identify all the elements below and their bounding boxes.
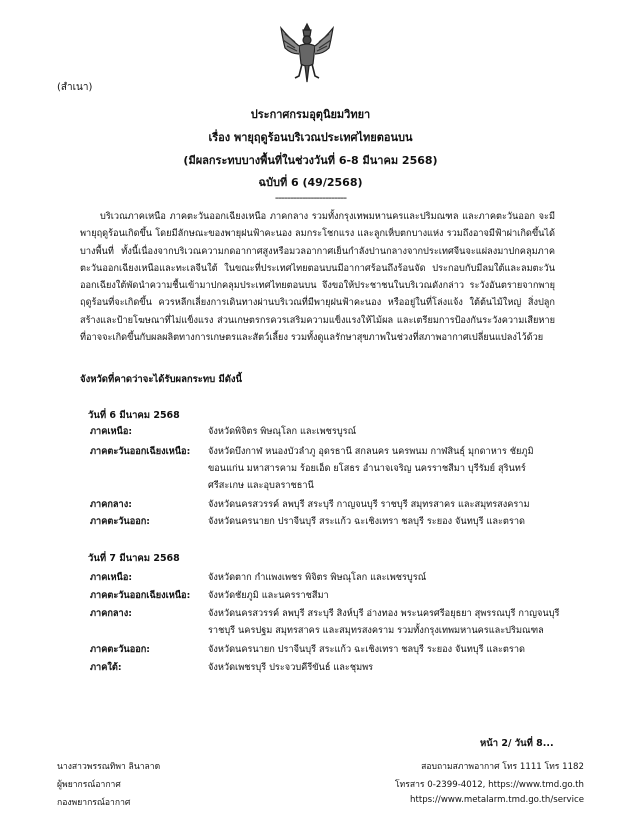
region-provinces: จังหวัดนครนายก ปราจีนบุรี สระแก้ว ฉะเชิงเทรา ชลบุรี ระยอง จันทบุรี และตราด <box>208 644 525 655</box>
region-provinces: จังหวัดเพชรบุรี ประจวบคีรีขันธ์ และชุมพร <box>208 662 374 673</box>
region-label: ภาคเหนือ: <box>90 572 133 583</box>
header-subject: เรื่อง พายุฤดูร้อนบริเวณประเทศไทยตอนบน <box>208 131 413 144</box>
region-provinces: จังหวัดนครนายก ปราจีนบุรี สระแก้ว ฉะเชิงเทรา ชลบุรี ระยอง จันทบุรี และตราด <box>208 516 525 527</box>
next-page-note: หน้า 2/ วันที่ 8... <box>480 738 554 749</box>
header-divider: ------------------------ <box>274 191 347 204</box>
day-date: วันที่ 7 มีนาคม 2568 <box>88 553 180 564</box>
contact-service-link[interactable]: https://www.metalarm.tmd.go.th/service <box>410 795 584 805</box>
signature-name: นางสาวพรรณทิพา ลินาลาด <box>57 762 161 772</box>
region-provinces: จังหวัดตาก กำแพงเพชร พิจิตร พิษณุโลก และเพชรบูรณ์ <box>208 572 427 583</box>
region-provinces: จังหวัดบึงกาฬ หนองบัวลำภู อุดรธานี สกลนคร นครพนม กาฬสินธุ์ มุกดาหาร ชัยภูมิ ขอนแก่น มหาสารคาม ร้อยเอ็ด ยโสธร อำนาจเจริญ นครราชสีมา บุรีรัมย์ สุรินทร์ ศรีสะเกษ และอุบลราชธานี <box>208 446 534 491</box>
region-label: ภาคเหนือ: <box>90 426 133 437</box>
region-label: ภาคตะวันออกเฉียงเหนือ: <box>90 446 191 457</box>
region-label: ภาคตะวันออกเฉียงเหนือ: <box>90 590 191 601</box>
contact-phone: สอบถามสภาพอากาศ โทร 1111 โทร 1182 <box>421 762 584 772</box>
region-provinces: จังหวัดชัยภูมิ และนครราชสีมา <box>208 590 329 601</box>
region-label: ภาคกลาง: <box>90 499 132 510</box>
day-date: วันที่ 6 มีนาคม 2568 <box>88 410 180 421</box>
signature-division: กองพยากรณ์อากาศ <box>57 798 131 808</box>
contact-fax-website[interactable]: โทรสาร 0-2399-4012, https://www.tmd.go.th <box>394 780 584 790</box>
region-provinces: จังหวัดพิจิตร พิษณุโลก และเพชรบูรณ์ <box>208 426 357 437</box>
header-title: ประกาศกรมอุตุนิยมวิทยา <box>250 108 371 121</box>
region-label: ภาคกลาง: <box>90 608 132 619</box>
region-label: ภาคใต้: <box>90 662 122 673</box>
garuda-emblem-icon <box>275 20 339 84</box>
region-provinces: จังหวัดนครสวรรค์ ลพบุรี สระบุรี กาญจนบุรี ราชบุรี สมุทรสาคร และสมุทรสงคราม <box>208 499 530 510</box>
signature-role: ผู้พยากรณ์อากาศ <box>57 780 121 790</box>
region-label: ภาคตะวันออก: <box>90 644 150 655</box>
body-paragraph: บริเวณภาคเหนือ ภาคตะวันออกเฉียงเหนือ ภาคกลาง รวมทั้งกรุงเทพมหานครและปริมณฑล และภาคตะวันออก จะมีพายุฤดูร้อนเกิดขึ้น โดยมีลักษณะของพายุฝนฟ้าคะนอง ลมกระโชกแรง และลูกเห็บตกบางแห่ง รวมถึงอาจมีฟ้าผ่าเกิดขึ้นได้บางพื้นที่ ทั้งนี้เนื่องจากบริเวณความกดอากาศสูงหรือมวลอากาศเย็นกำลังปานกลางจากประเทศจีนจะแผ่ลงมาปกคลุมภาคตะวันออกเฉียงเหนือและทะเลจีนใต้ ในขณะที่ประเทศไทยตอนบนมีอากาศร้อนถึงร้อนจัด ประกอบกับมีลมใต้และลมตะวันออกเฉียงใต้พัดนำความชื้นเข้ามาปกคลุมประเทศไทยตอนบน จึงขอให้ประชาชนในบริเวณดังกล่าว ระวังอันตรายจากพายุฤดูร้อนที่จะเกิดขึ้น ควรหลีกเลี่ยงการเดินทางผ่านบริเวณที่มีพายุฝนฟ้าคะนอง หรืออยู่ในที่โล่งแจ้ง ใต้ต้นไม้ใหญ่ สิ่งปลูกสร้างและป้ายโฆษณาที่ไม่แข็งแรง ส่วนเกษตรกรควรเสริมความแข็งแรงให้ไม้ผล และเตรียมการป้องกันระวังความเสียหายที่อาจจะเกิดขึ้นกับผลผลิตทางการเกษตรและสัตว์เลี้ยง รวมทั้งดูแลรักษาสุขภาพในช่วงที่สภาพอากาศเปลี่ยนแปลงไว้ด้วย <box>80 211 555 344</box>
region-label: ภาคตะวันออก: <box>90 516 150 527</box>
region-provinces: จังหวัดนครสวรรค์ ลพบุรี สระบุรี สิงห์บุรี อ่างทอง พระนครศรีอยุธยา สุพรรณบุรี กาญจนบุรี ราชบุรี นครปฐม สมุทรสาคร และสมุทรสงคราม รวมทั้งกรุงเทพมหานครและปริมณฑล <box>208 608 560 636</box>
header-issue-number: ฉบับที่ 6 (49/2568) <box>258 176 363 189</box>
copy-mark: (สำเนา) <box>57 82 93 93</box>
header-impact-period: (มีผลกระทบบางพื้นที่ในช่วงวันที่ 6-8 มีนาคม 2568) <box>183 154 438 167</box>
expected-provinces-heading: จังหวัดที่คาดว่าจะได้รับผลกระทบ มีดังนี้ <box>80 374 243 385</box>
